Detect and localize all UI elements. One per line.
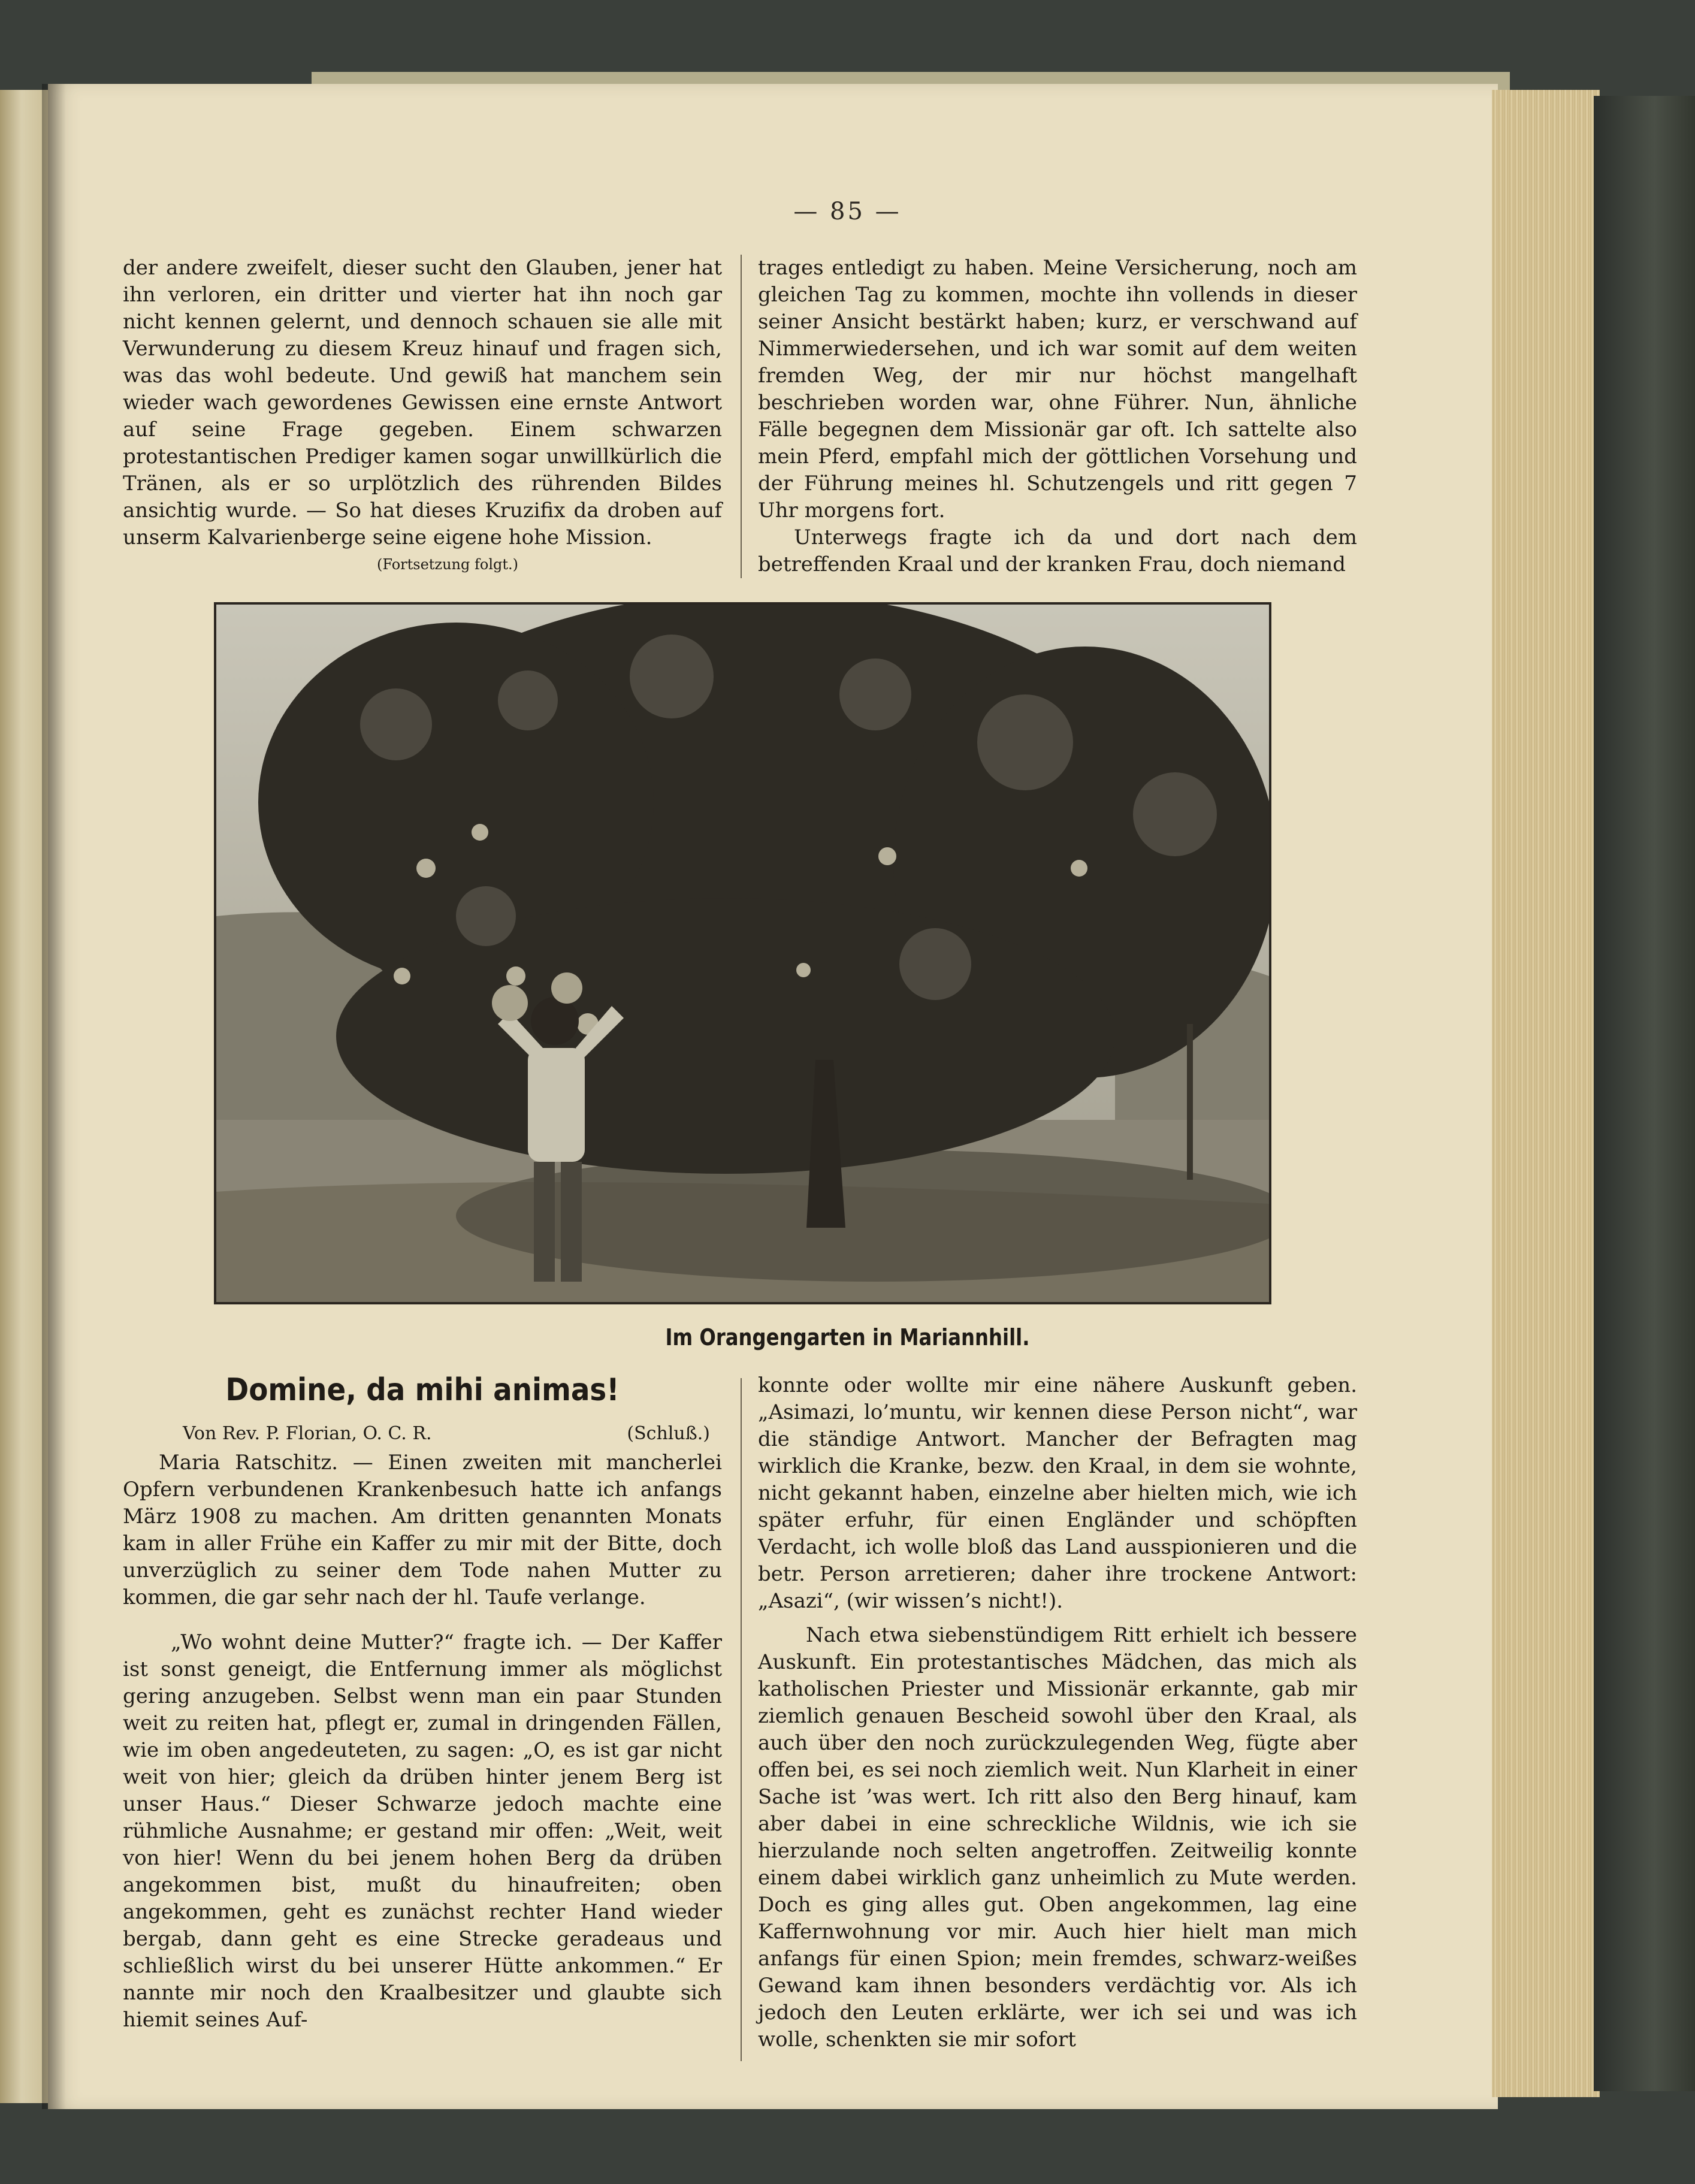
photo-illustration	[216, 605, 1269, 1302]
top-left-column	[123, 255, 722, 578]
paragraph: Unterwegs fragte ich da und dort nach dem betreffenden Kraal und der kranken Frau, doch niemand	[758, 525, 1357, 576]
paragraph: „Wo wohnt deine Mutter?“ fragte ich. — Der Kaffer ist sonst geneigt, die Entfernung immer als möglichst gering anzugeben. Selbst wenn man ein paar Stunden weit zu reiten hat, pflegt er, zumal in dringenden Fällen, wie im oben angedeuteten, zu sagen: „O, es ist gar nicht weit von hier; gleich da drüben hinter jenem Berg ist unser Haus.“ Dieser Schwarze jedoch machte eine rühmliche Ausnahme; er gestand mir offen: „Weit, weit von hier! Wenn du bei jenem hohen Berg da drüben angekommen bist, mußt du hinaufreiten; oben angekommen, geht es zunächst rechter Hand wieder bergab, dann geht es eine Strecke geradeaus und schließlich wirst du bei unserer Hütte ankommen.“ Er nannte mir noch den Kraalbesitzer und glaubte sich hiemit seines Auf-	[123, 1630, 722, 2032]
paragraph: konnte oder wollte mir eine nähere Auskunft geben. „Asimazi, lo’muntu, wir kennen diese Person nicht“, war die ständige Antwort. Mancher der Befragten mag wirklich die Kranke, bezw. den Kraal, in dem sie wohnte, nicht gekannt haben, einzelne aber hielten mich, wie ich später erfuhr, für einen Engländer und schöpften Verdacht, ich wolle bloß das Land ausspionieren und die betr. Person arretieren; daher ihre trockene Antwort: „Asazi“, (wir wissen’s nicht!).	[758, 1373, 1357, 1613]
column-divider	[741, 1378, 742, 2061]
top-right-column	[758, 255, 1357, 578]
bottom-right-column	[758, 1372, 1357, 2053]
spine-shadow	[42, 84, 66, 2109]
article-part-note: (Schluß.)	[627, 1423, 710, 1444]
paragraph: trages entledigt zu haben. Meine Versicherung, noch am gleichen Tag zu kommen, mochte ihn vollends in dieser seiner Ansicht bestärkt haben; kurz, er verschwand auf Nimmerwiedersehen, und ich war somit auf dem weiten fremden Weg, der mir nur höchst mangelhaft beschrieben worden war, ohne Führer. Nun, ähnliche Fälle begegnen dem Missionär gar oft. Ich sattelte also mein Pferd, empfahl mich der göttlichen Vorsehung und der Führung meines hl. Schutzengels und ritt gegen 7 Uhr morgens fort.	[758, 256, 1357, 522]
article-byline-row	[123, 1420, 722, 1447]
page-stack-edge	[1492, 90, 1600, 2097]
page-number: — 85 —	[793, 198, 902, 225]
article-byline: Von Rev. P. Florian, O. C. R.	[183, 1423, 432, 1444]
paragraph: Nach etwa siebenstündigem Ritt erhielt ich bessere Auskunft. Ein protestantisches Mädchen, das mich als katholischen Priester und Missionär erkannte, gab mir ziemlich genauen Bescheid sowohl über den Kraal, als auch über den noch zurückzulegenden Weg, fügte aber offen bei, es sei noch ziemlich weit. Nun Klarheit in einer Sache ist ’was wert. Ich ritt also den Berg hinauf, kam aber dabei in eine schreckliche Wildnis, wie ich sie hierzulande noch selten angetroffen. Zeitweilig konnte einem dabei wirklich ganz unheimlich zu Mute werden. Doch es ging alles gut. Oben angekommen, lag eine Kaffernwohnung vor mir. Auch hier hielt man mich anfangs für einen Spion; mein fremdes, schwarz-weißes Gewand kam ihnen besonders verdächtig vor. Als ich jedoch den Leuten erklärte, wer ich sei und was ich wolle, schenkten sie mir sofort	[758, 1623, 1357, 2052]
bottom-left-column	[123, 1372, 722, 2034]
orange-garden-photo	[214, 602, 1271, 1304]
photo-caption: Im Orangengarten in Mariannhill.	[665, 1324, 1030, 1351]
book-cover-board	[1594, 96, 1695, 2091]
continued-note: (Fortsetzung folgt.)	[377, 556, 518, 573]
paragraph: Maria Ratschitz. — Einen zweiten mit mancherlei Opfern verbundenen Krankenbesuch hatte ich anfangs März 1908 zu machen. Am dritten genannten Monats kam in aller Frühe ein Kaffer zu mir mit der Bitte, doch unverzüglich zu seiner dem Tode nahen Mutter zu kommen, die gar sehr nach der hl. Taufe verlange.	[123, 1451, 722, 1609]
paragraph: der andere zweifelt, dieser sucht den Glauben, jener hat ihn verloren, ein dritter und vierter hat ihn noch gar nicht kennen gelernt, und dennoch schauen sie alle mit Verwunderung zu diesem Kreuz hinauf und fragen sich, was das wohl bedeute. Und gewiß hat manchem sein wieder wach gewordenes Gewissen eine ernste Antwort auf seine Frage gegeben. Einem schwarzen protestantischen Prediger kamen sogar unwillkürlich die Tränen, als er so urplötzlich des rührenden Bildes ansichtig wurde. — So hat dieses Kruzifix da droben auf unserm Kalvarienberge seine eigene hohe Mission.	[123, 256, 722, 549]
article-title: Domine, da mihi animas!	[225, 1372, 620, 1408]
column-divider	[741, 255, 742, 578]
